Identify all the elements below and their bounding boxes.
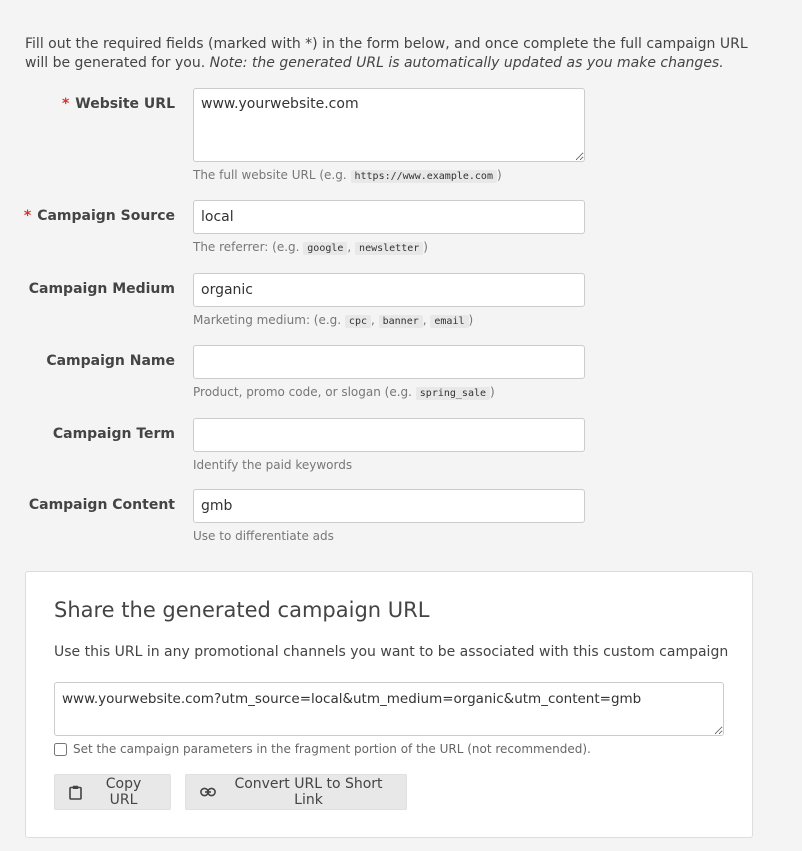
- intro-main: Fill out the required fields (marked with *) in the form below, and once complete the full campaign URL will be generated for you.: [25, 36, 748, 71]
- website-url-input[interactable]: [193, 88, 585, 162]
- campaign-source-help: The referrer: (e.g. google , newsletter ): [193, 240, 428, 254]
- example-code: spring_sale: [416, 387, 490, 400]
- clipboard-icon: [69, 785, 82, 800]
- campaign-term-help: Identify the paid keywords: [193, 458, 353, 472]
- short-link-label: Convert URL to Short Link: [234, 776, 383, 808]
- website-url-help: The full website URL (e.g. https://www.example.com ): [193, 168, 502, 182]
- campaign-content-input[interactable]: [193, 489, 585, 523]
- example-code: cpc: [345, 315, 371, 328]
- fragment-checkbox[interactable]: [54, 743, 67, 756]
- campaign-medium-input[interactable]: [193, 273, 585, 307]
- link-icon: [200, 787, 216, 797]
- share-description: Use this URL in any promotional channels you want to be associated with this custom campaign: [54, 644, 729, 660]
- intro-text: [25, 35, 765, 73]
- campaign-medium-label: Campaign Medium: [28, 281, 175, 297]
- example-code: banner: [379, 315, 423, 328]
- campaign-name-label: Campaign Name: [46, 353, 175, 369]
- campaign-name-input[interactable]: [193, 345, 585, 379]
- copy-url-label: Copy URL: [105, 776, 142, 808]
- campaign-medium-help: Marketing medium: (e.g. cpc , banner , email ): [193, 313, 474, 327]
- copy-url-button[interactable]: [54, 774, 171, 810]
- website-url-label: * Website URL: [61, 96, 175, 112]
- required-marker: *: [23, 208, 32, 224]
- example-code: email: [430, 315, 468, 328]
- fragment-label: Set the campaign parameters in the fragment portion of the URL (not recommended).: [73, 742, 591, 756]
- campaign-content-help: Use to differentiate ads: [193, 529, 334, 543]
- example-code: newsletter: [355, 242, 423, 255]
- convert-short-link-button[interactable]: [185, 774, 407, 810]
- required-marker: *: [61, 96, 70, 112]
- example-code: https://www.example.com: [351, 170, 497, 183]
- campaign-term-label: Campaign Term: [52, 426, 175, 442]
- campaign-name-help: Product, promo code, or slogan (e.g. spring_sale ): [193, 385, 495, 399]
- campaign-content-label: Campaign Content: [28, 497, 175, 513]
- campaign-source-input[interactable]: [193, 200, 585, 234]
- campaign-source-label: * Campaign Source: [23, 208, 175, 224]
- share-panel: [25, 571, 753, 838]
- example-code: google: [303, 242, 347, 255]
- fragment-option[interactable]: [54, 742, 591, 756]
- generated-url-output[interactable]: [54, 682, 724, 736]
- share-title: Share the generated campaign URL: [54, 598, 430, 622]
- campaign-term-input[interactable]: [193, 418, 585, 452]
- intro-note: Note: the generated URL is automatically updated as you make changes.: [209, 55, 724, 71]
